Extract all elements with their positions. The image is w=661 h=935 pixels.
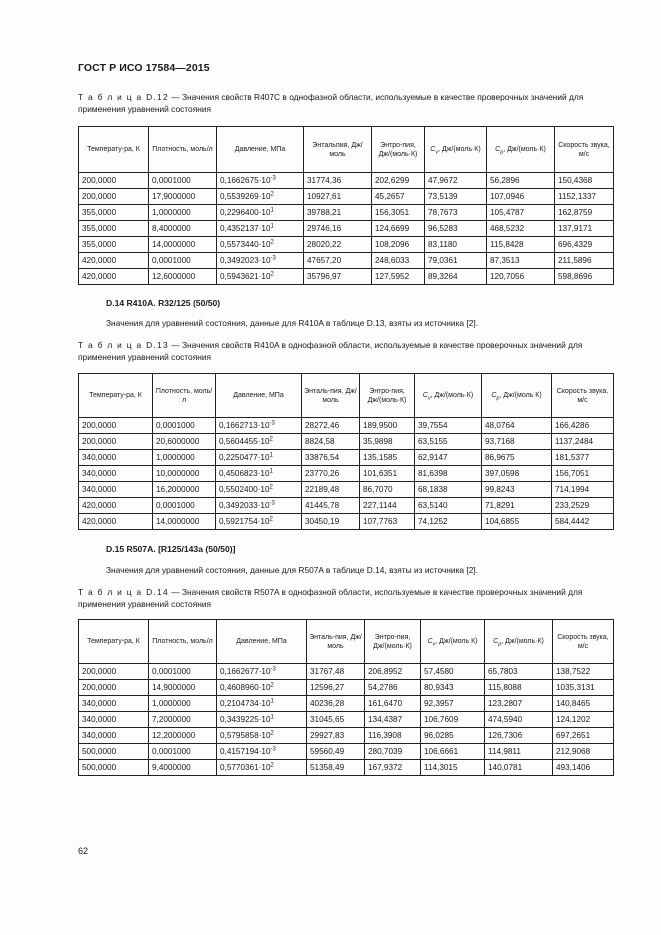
- cell-cv: 63,5155: [415, 434, 482, 450]
- cell-speed-of-sound: 1035,3131: [553, 680, 614, 696]
- heat-capacity-symbol: $C_v$: [422, 392, 431, 402]
- table-row: [79, 189, 614, 205]
- cell-cv: 47,9672: [425, 173, 487, 189]
- cell-speed-of-sound: 138,7522: [553, 664, 614, 680]
- cell-temperature: 340,0000: [79, 712, 149, 728]
- cell-entropy: 156,3051: [372, 205, 425, 221]
- cell-temperature: 200,0000: [79, 664, 149, 680]
- pressure-mantissa: 0,5539269·10: [220, 192, 271, 201]
- cell-enthalpy: 59560,49: [307, 744, 365, 760]
- cell-cv: 89,3264: [425, 269, 487, 285]
- cell-speed-of-sound: 166,4286: [552, 418, 614, 434]
- table-row: [79, 760, 614, 776]
- pressure-exponent: -3: [270, 175, 276, 182]
- cell-cv: 96,5283: [425, 221, 487, 237]
- pressure-mantissa: 0,5604455·10: [219, 437, 270, 446]
- cell-enthalpy: 30450,19: [302, 514, 360, 530]
- pressure-exponent: 1: [270, 207, 274, 214]
- table-row: [79, 450, 614, 466]
- table-row: [79, 744, 614, 760]
- cell-density: 9,4000000: [149, 760, 217, 776]
- cell-cp: 115,8088: [485, 680, 553, 696]
- heat-capacity-unit: , Дж/(моль К): [435, 638, 478, 645]
- cell-cp: 65,7803: [485, 664, 553, 680]
- cell-enthalpy: 31767,48: [307, 664, 365, 680]
- heat-capacity-subscript: p: [498, 641, 502, 648]
- cell-density: 14,9000000: [149, 680, 217, 696]
- cell-temperature: 200,0000: [79, 680, 149, 696]
- heat-capacity-symbol: $C_v$: [430, 146, 439, 156]
- cell-speed-of-sound: 162,8759: [555, 205, 614, 221]
- cell-cv: 114,3015: [421, 760, 485, 776]
- table-row: [79, 221, 614, 237]
- cell-cv: 68,1838: [415, 482, 482, 498]
- heat-capacity-subscript: p: [500, 149, 504, 156]
- cell-speed-of-sound: 584,4442: [552, 514, 614, 530]
- pressure-mantissa: 0,2250477·10: [219, 453, 270, 462]
- cell-entropy: 202,6299: [372, 173, 425, 189]
- heat-capacity-subscript: v: [435, 149, 439, 156]
- cell-pressure: [216, 482, 302, 498]
- cell-enthalpy: 22189,48: [302, 482, 360, 498]
- cell-enthalpy: 8824,58: [302, 434, 360, 450]
- table-row: [79, 237, 614, 253]
- table-d14: [78, 619, 614, 776]
- cell-cp: 120,7056: [487, 269, 555, 285]
- cell-pressure: [216, 418, 302, 434]
- table-caption-d13: [78, 339, 613, 363]
- cell-entropy: 189,9500: [360, 418, 415, 434]
- cell-enthalpy: 41445,78: [302, 498, 360, 514]
- column-header-enthalpy: Энтальпия, Дж/моль: [304, 127, 372, 173]
- pressure-mantissa: 0,1662675·10: [220, 176, 271, 185]
- cell-cp: 114,9811: [485, 744, 553, 760]
- cell-density: 8,4000000: [149, 221, 217, 237]
- table-d13: [78, 373, 614, 530]
- pressure-mantissa: 0,5502400·10: [219, 485, 270, 494]
- cell-temperature: 420,0000: [79, 514, 153, 530]
- cell-enthalpy: 10927,61: [304, 189, 372, 205]
- cell-density: 17,9000000: [149, 189, 217, 205]
- cell-enthalpy: 39788,21: [304, 205, 372, 221]
- cell-entropy: 227,1144: [360, 498, 415, 514]
- cell-pressure: [216, 434, 302, 450]
- cell-temperature: 340,0000: [79, 466, 153, 482]
- cell-pressure: [217, 696, 307, 712]
- cell-cv: 106,6661: [421, 744, 485, 760]
- cell-enthalpy: 47657,20: [304, 253, 372, 269]
- cell-density: 1,0000000: [149, 205, 217, 221]
- cell-speed-of-sound: 156,7051: [552, 466, 614, 482]
- cell-pressure: [217, 253, 304, 269]
- pressure-exponent: 1: [270, 698, 274, 705]
- table-row: [79, 205, 614, 221]
- cell-temperature: 355,0000: [79, 237, 149, 253]
- cell-speed-of-sound: 598,8696: [555, 269, 614, 285]
- cell-entropy: 134,4387: [365, 712, 421, 728]
- cell-density: 0,0001000: [149, 173, 217, 189]
- cell-speed-of-sound: 493,1406: [553, 760, 614, 776]
- cell-cp: 107,0946: [487, 189, 555, 205]
- cell-entropy: 116,3908: [365, 728, 421, 744]
- cell-density: 1,0000000: [153, 450, 216, 466]
- cell-speed-of-sound: 696,4329: [555, 237, 614, 253]
- cell-cp: 104,6855: [482, 514, 552, 530]
- column-header-speed-of-sound: Скорость звука, м/с: [555, 127, 614, 173]
- heat-capacity-unit: , Дж/(моль·К): [438, 146, 481, 153]
- pressure-exponent: 1: [270, 714, 274, 721]
- pressure-exponent: 2: [270, 191, 274, 198]
- pressure-exponent: 2: [270, 271, 274, 278]
- pressure-mantissa: 0,5921754·10: [219, 517, 270, 526]
- cell-temperature: 200,0000: [79, 418, 153, 434]
- cell-cv: 106,7609: [421, 712, 485, 728]
- cell-speed-of-sound: 124,1202: [553, 712, 614, 728]
- cell-speed-of-sound: 150,4368: [555, 173, 614, 189]
- section-text-d14: Значения для уравнений состояния, данные для R410A в таблице D.13, взяты из источника [2].: [106, 318, 479, 328]
- heat-capacity-subscript: p: [496, 395, 500, 402]
- cell-temperature: 420,0000: [79, 269, 149, 285]
- cell-cv: 92,3957: [421, 696, 485, 712]
- cell-speed-of-sound: 1152,1337: [555, 189, 614, 205]
- table-row: [79, 269, 614, 285]
- cell-enthalpy: 31045,65: [307, 712, 365, 728]
- cell-pressure: [216, 466, 302, 482]
- cell-entropy: 35,9898: [360, 434, 415, 450]
- pressure-exponent: 2: [269, 436, 273, 443]
- cell-temperature: 420,0000: [79, 498, 153, 514]
- cell-temperature: 200,0000: [79, 189, 149, 205]
- cell-pressure: [217, 205, 304, 221]
- cell-pressure: [217, 237, 304, 253]
- cell-entropy: 135,1585: [360, 450, 415, 466]
- cell-entropy: 101,6351: [360, 466, 415, 482]
- cell-temperature: 355,0000: [79, 221, 149, 237]
- pressure-mantissa: 0,3439225·10: [220, 715, 271, 724]
- cell-temperature: 200,0000: [79, 173, 149, 189]
- pressure-exponent: 2: [269, 516, 273, 523]
- pressure-mantissa: 0,3492023·10: [220, 256, 271, 265]
- cell-speed-of-sound: 212,9068: [553, 744, 614, 760]
- cell-pressure: [217, 760, 307, 776]
- pressure-exponent: 2: [270, 762, 274, 769]
- heat-capacity-unit: , Дж/(моль·К): [503, 146, 546, 153]
- pressure-exponent: -3: [270, 746, 276, 753]
- pressure-mantissa: 0,2296400·10: [220, 208, 271, 217]
- cell-temperature: 340,0000: [79, 696, 149, 712]
- cell-cv: 74,1252: [415, 514, 482, 530]
- cell-cp: 105,4787: [487, 205, 555, 221]
- cell-cv: 63,5140: [415, 498, 482, 514]
- heat-capacity-symbol: $C_p$: [495, 146, 504, 156]
- cell-enthalpy: 23770,26: [302, 466, 360, 482]
- cell-density: 14,0000000: [153, 514, 216, 530]
- pressure-exponent: 2: [269, 484, 273, 491]
- cell-speed-of-sound: 181,5377: [552, 450, 614, 466]
- table-row: [79, 664, 614, 680]
- cell-temperature: 500,0000: [79, 744, 149, 760]
- table-row: [79, 696, 614, 712]
- column-header-cv: [415, 374, 482, 418]
- cell-entropy: 248,6033: [372, 253, 425, 269]
- column-header-cp: [482, 374, 552, 418]
- cell-cv: 96,0285: [421, 728, 485, 744]
- cell-entropy: 206,8952: [365, 664, 421, 680]
- cell-temperature: 340,0000: [79, 728, 149, 744]
- table-row: [79, 728, 614, 744]
- cell-enthalpy: 29927,83: [307, 728, 365, 744]
- cell-enthalpy: 12596,27: [307, 680, 365, 696]
- pressure-exponent: 2: [270, 730, 274, 737]
- cell-density: 0,0001000: [149, 253, 217, 269]
- column-header-entropy: Энтро-пия, Дж/(моль·К): [372, 127, 425, 173]
- cell-enthalpy: 31774,36: [304, 173, 372, 189]
- table-row: [79, 466, 614, 482]
- pressure-exponent: 1: [269, 468, 273, 475]
- cell-pressure: [217, 189, 304, 205]
- column-header-pressure: Давление, МПа: [217, 620, 307, 664]
- cell-cv: 39,7554: [415, 418, 482, 434]
- section-title-d14: D.14 R410A. R32/125 (50/50): [106, 298, 221, 308]
- cell-temperature: 420,0000: [79, 253, 149, 269]
- pressure-mantissa: 0,5770361·10: [220, 763, 271, 772]
- cell-entropy: 108,2096: [372, 237, 425, 253]
- cell-pressure: [217, 744, 307, 760]
- cell-temperature: 340,0000: [79, 482, 153, 498]
- column-header-density: Плотность, моль/л: [153, 374, 216, 418]
- section-text-d15: Значения для уравнений состояния, данные для R507A в таблице D.14, взяты из источника [2].: [106, 565, 479, 575]
- pressure-exponent: 2: [270, 239, 274, 246]
- pressure-exponent: -3: [269, 500, 275, 507]
- cell-cv: 81,6398: [415, 466, 482, 482]
- cell-entropy: 161,6470: [365, 696, 421, 712]
- cell-cp: 123,2807: [485, 696, 553, 712]
- pressure-mantissa: 0,4506823·10: [219, 469, 270, 478]
- cell-temperature: 340,0000: [79, 450, 153, 466]
- cell-density: 14,0000000: [149, 237, 217, 253]
- heat-capacity-unit: , Дж/(моль·К): [501, 638, 544, 645]
- cell-cv: 78,7673: [425, 205, 487, 221]
- cell-cp: 126,7306: [485, 728, 553, 744]
- cell-density: 10,0000000: [153, 466, 216, 482]
- table-header-row: [79, 620, 614, 664]
- cell-speed-of-sound: 137,9171: [555, 221, 614, 237]
- cell-cv: 79,0361: [425, 253, 487, 269]
- caption-text: — Значения свойств R410A в однофазной области, используемые в качестве проверочных значений для применения уравнений состояния: [78, 340, 583, 362]
- pressure-exponent: 1: [270, 223, 274, 230]
- table-d12: [78, 126, 614, 285]
- column-header-temperature: Температу-ра, К: [79, 374, 153, 418]
- heat-capacity-symbol: $C_p$: [493, 638, 502, 648]
- table-row: [79, 253, 614, 269]
- pressure-mantissa: 0,5943621·10: [220, 272, 271, 281]
- caption-text: — Значения свойств R507A в однофазной области, используемые в качестве проверочных значений для применения уравнений состояния: [78, 587, 583, 609]
- column-header-enthalpy: Энталь-пия, Дж/моль: [302, 374, 360, 418]
- cell-enthalpy: 40236,28: [307, 696, 365, 712]
- cell-entropy: 54,2786: [365, 680, 421, 696]
- cell-pressure: [216, 514, 302, 530]
- column-header-cp: [487, 127, 555, 173]
- cell-speed-of-sound: 233,2529: [552, 498, 614, 514]
- table-row: [79, 418, 614, 434]
- table-row: [79, 173, 614, 189]
- cell-entropy: 167,9372: [365, 760, 421, 776]
- cell-cp: 468,5232: [487, 221, 555, 237]
- column-header-entropy: Энтро-пия, Дж/(моль·К): [360, 374, 415, 418]
- cell-enthalpy: 33876,54: [302, 450, 360, 466]
- cell-cp: 474,5940: [485, 712, 553, 728]
- table-header-row: [79, 374, 614, 418]
- cell-speed-of-sound: 714,1994: [552, 482, 614, 498]
- cell-density: 16,2000000: [153, 482, 216, 498]
- cell-cp: 86,9675: [482, 450, 552, 466]
- cell-cp: 87,3513: [487, 253, 555, 269]
- cell-cp: 99,8243: [482, 482, 552, 498]
- cell-speed-of-sound: 1137,2484: [552, 434, 614, 450]
- cell-cv: 73,5139: [425, 189, 487, 205]
- cell-temperature: 500,0000: [79, 760, 149, 776]
- cell-cv: 83,1180: [425, 237, 487, 253]
- caption-lead: Т а б л и ц а D.13: [78, 340, 169, 350]
- table-header-row: [79, 127, 614, 173]
- cell-cp: 56,2896: [487, 173, 555, 189]
- cell-speed-of-sound: 697,2651: [553, 728, 614, 744]
- cell-enthalpy: 28272,46: [302, 418, 360, 434]
- column-header-enthalpy: Энталь-пия, Дж/моль: [307, 620, 365, 664]
- pressure-exponent: -3: [270, 255, 276, 262]
- heat-capacity-subscript: v: [432, 641, 436, 648]
- column-header-cp: [485, 620, 553, 664]
- pressure-mantissa: 0,4608960·10: [220, 683, 271, 692]
- table-row: [79, 514, 614, 530]
- column-header-temperature: Температу-ра, К: [79, 127, 149, 173]
- heat-capacity-unit: , Дж/(моль К): [499, 392, 542, 399]
- column-header-speed-of-sound: Скорость звука, м/с: [552, 374, 614, 418]
- cell-enthalpy: 28020,22: [304, 237, 372, 253]
- cell-pressure: [217, 712, 307, 728]
- caption-lead: Т а б л и ц а D.14: [78, 587, 169, 597]
- heat-capacity-symbol: $C_v$: [427, 638, 436, 648]
- pressure-mantissa: 0,5573440·10: [220, 240, 271, 249]
- column-header-entropy: Энтро-пия, Дж/(моль·К): [365, 620, 421, 664]
- cell-density: 0,0001000: [149, 664, 217, 680]
- column-header-density: Плотность, моль/л: [149, 620, 217, 664]
- cell-pressure: [217, 221, 304, 237]
- cell-density: 7,2000000: [149, 712, 217, 728]
- cell-cv: 80,9343: [421, 680, 485, 696]
- pressure-mantissa: 0,4157194·10: [220, 747, 271, 756]
- cell-density: 1,0000000: [149, 696, 217, 712]
- cell-pressure: [217, 269, 304, 285]
- pressure-mantissa: 0,4352137·10: [220, 224, 271, 233]
- pressure-exponent: 1: [269, 452, 273, 459]
- cell-cp: 140,0781: [485, 760, 553, 776]
- cell-entropy: 45,2657: [372, 189, 425, 205]
- document-header: ГОСТ Р ИСО 17584—2015: [78, 62, 210, 74]
- section-title-d15: D.15 R507A. [R125/143a (50/50)]: [106, 544, 236, 554]
- table-row: [79, 482, 614, 498]
- heat-capacity-symbol: $C_p$: [491, 392, 500, 402]
- cell-cp: 48,0764: [482, 418, 552, 434]
- column-header-pressure: Давление, МПа: [216, 374, 302, 418]
- cell-entropy: 124,6699: [372, 221, 425, 237]
- table-row: [79, 712, 614, 728]
- caption-text: — Значения свойств R407C в однофазной области, используемые в качестве проверочных значений для применения уравнений состояния: [78, 92, 584, 114]
- pressure-mantissa: 0,1662677·10: [220, 667, 271, 676]
- cell-speed-of-sound: 140,8465: [553, 696, 614, 712]
- cell-pressure: [217, 173, 304, 189]
- cell-enthalpy: 29746,16: [304, 221, 372, 237]
- column-header-cv: [421, 620, 485, 664]
- column-header-temperature: Температу-ра, К: [79, 620, 149, 664]
- table-row: [79, 680, 614, 696]
- cell-pressure: [217, 728, 307, 744]
- cell-density: 12,6000000: [149, 269, 217, 285]
- column-header-density: Плотность, моль/л: [149, 127, 217, 173]
- cell-density: 12,2000000: [149, 728, 217, 744]
- cell-temperature: 355,0000: [79, 205, 149, 221]
- cell-entropy: 86,7070: [360, 482, 415, 498]
- cell-enthalpy: 35796,97: [304, 269, 372, 285]
- pressure-exponent: 2: [270, 682, 274, 689]
- cell-density: 20,6000000: [153, 434, 216, 450]
- cell-pressure: [216, 450, 302, 466]
- pressure-exponent: -3: [270, 666, 276, 673]
- heat-capacity-subscript: v: [427, 395, 431, 402]
- cell-density: 0,0001000: [153, 418, 216, 434]
- cell-entropy: 107,7763: [360, 514, 415, 530]
- table-caption-d14: [78, 586, 613, 610]
- column-header-cv: [425, 127, 487, 173]
- pressure-mantissa: 0,3492033·10: [219, 501, 270, 510]
- page-number: 62: [78, 846, 89, 856]
- cell-cv: 57,4580: [421, 664, 485, 680]
- cell-cp: 71,8291: [482, 498, 552, 514]
- cell-pressure: [216, 498, 302, 514]
- cell-entropy: 127,5952: [372, 269, 425, 285]
- cell-density: 0,0001000: [153, 498, 216, 514]
- table-row: [79, 498, 614, 514]
- cell-temperature: 200,0000: [79, 434, 153, 450]
- heat-capacity-unit: , Дж/(моль·К): [430, 392, 474, 399]
- table-caption-d12: [78, 91, 613, 115]
- cell-cp: 115,8428: [487, 237, 555, 253]
- column-header-pressure: Давление, МПа: [217, 127, 304, 173]
- pressure-mantissa: 0,2104734·10: [220, 699, 271, 708]
- caption-lead: Т а б л и ц а D.12: [78, 92, 169, 102]
- cell-cp: 397,0598: [482, 466, 552, 482]
- cell-cv: 62,9147: [415, 450, 482, 466]
- cell-pressure: [217, 680, 307, 696]
- pressure-exponent: -3: [269, 420, 275, 427]
- cell-density: 0,0001000: [149, 744, 217, 760]
- cell-enthalpy: 51358,49: [307, 760, 365, 776]
- table-row: [79, 434, 614, 450]
- pressure-mantissa: 0,1662713·10: [219, 421, 270, 430]
- cell-cp: 93,7168: [482, 434, 552, 450]
- column-header-speed-of-sound: Скорость звука, м/с: [553, 620, 614, 664]
- cell-entropy: 280,7039: [365, 744, 421, 760]
- pressure-mantissa: 0,5795858·10: [220, 731, 271, 740]
- cell-speed-of-sound: 211,5896: [555, 253, 614, 269]
- cell-pressure: [217, 664, 307, 680]
